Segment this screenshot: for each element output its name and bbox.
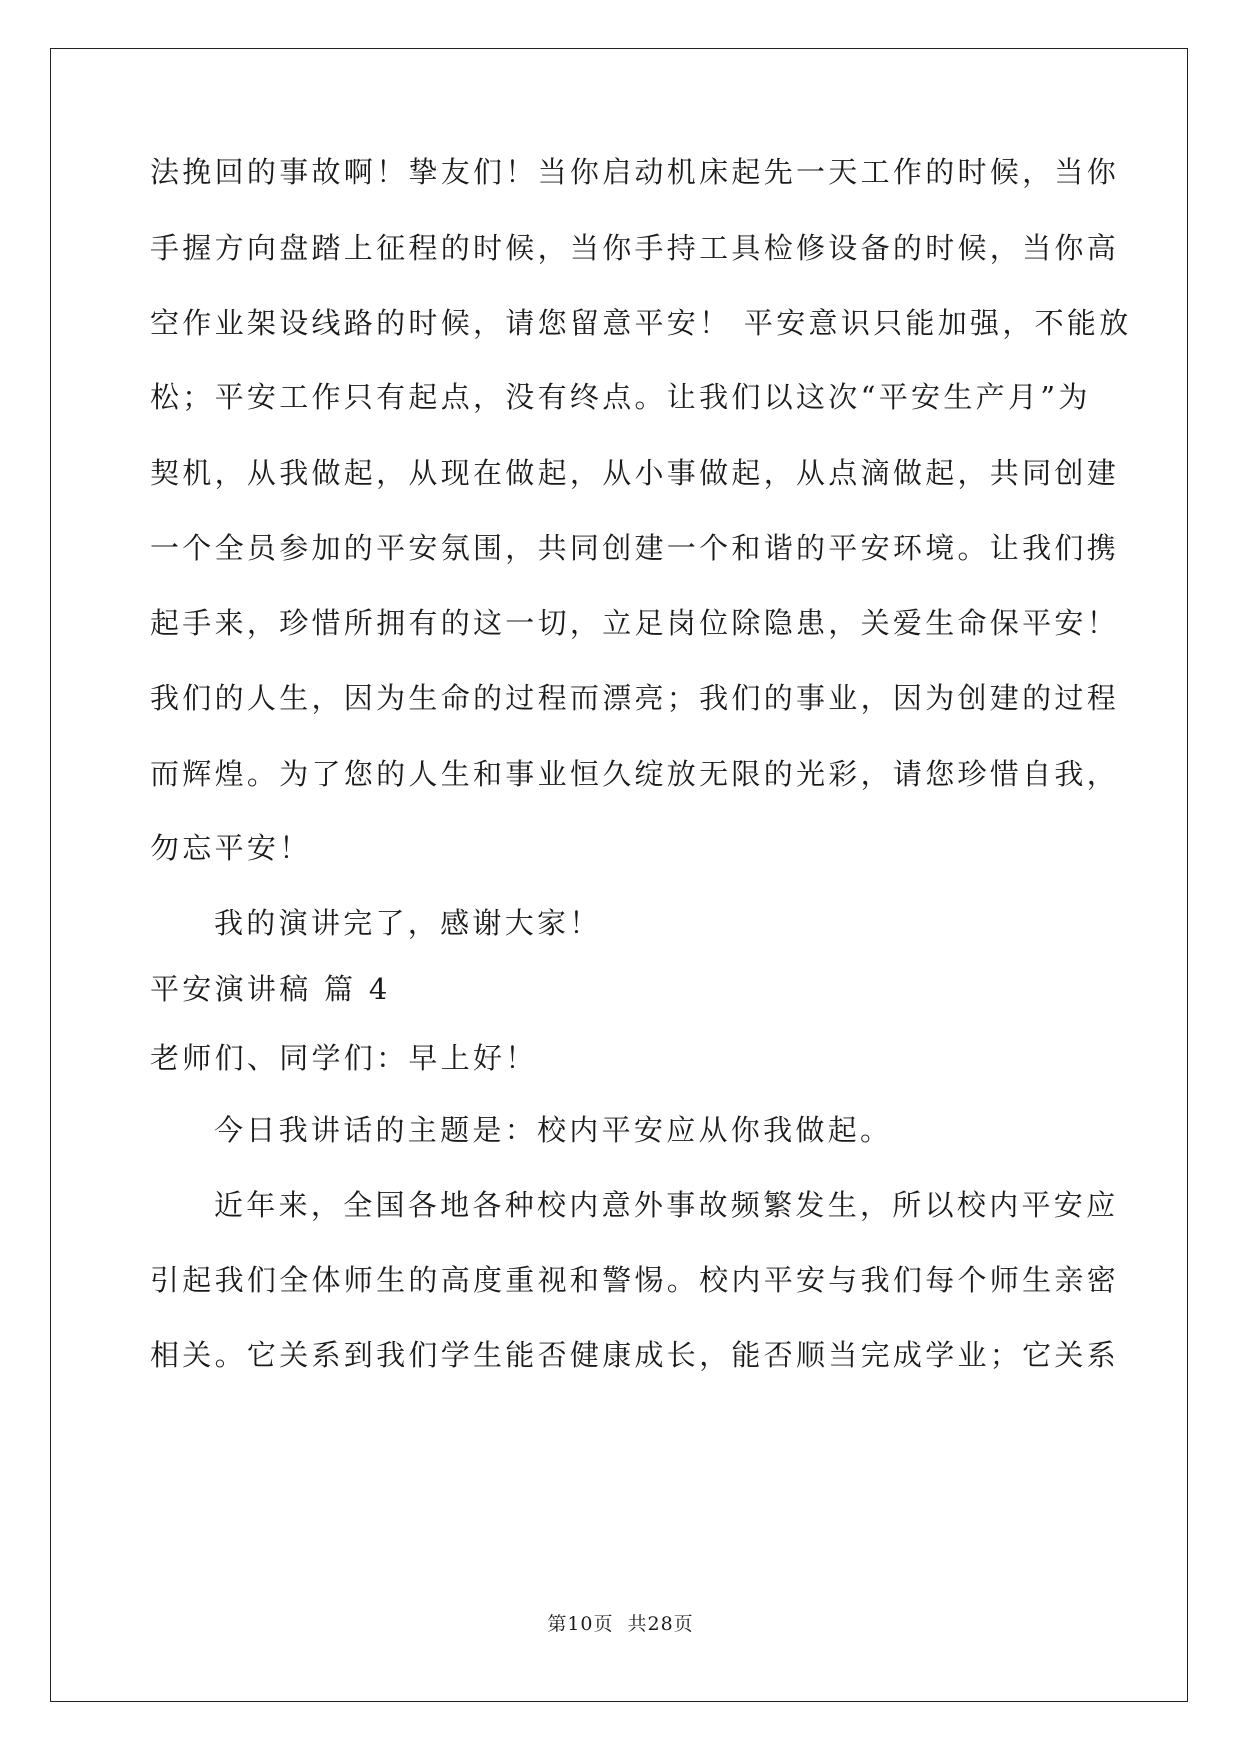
page-border bbox=[50, 48, 1188, 1702]
body-text-line: 空作业架设线路的时候，请您留意平安！ 平安意识只能加强，不能放 bbox=[150, 306, 1132, 340]
body-text-line: 手握方向盘踏上征程的时候，当你手持工具检修设备的时候，当你高 bbox=[150, 231, 1120, 265]
body-text-line: 引起我们全体师生的高度重视和警惕。校内平安与我们每个师生亲密 bbox=[150, 1263, 1120, 1297]
body-text-line: 起手来，珍惜所拥有的这一切，立足岗位除隐患，关爱生命保平安！ bbox=[150, 606, 1120, 640]
total-pages-label: 共28页 bbox=[627, 1613, 694, 1635]
closing-paragraph: 我的演讲完了，感谢大家！ bbox=[214, 906, 602, 940]
page-footer bbox=[0, 1612, 1241, 1636]
body-text-line: 而辉煌。为了您的人生和事业恒久绽放无限的光彩，请您珍惜自我， bbox=[150, 757, 1120, 791]
body-text-line: 我们的人生，因为生命的过程而漂亮；我们的事业，因为创建的过程 bbox=[150, 681, 1120, 715]
current-page-label: 第10页 bbox=[547, 1613, 614, 1635]
body-text-line: 相关。它关系到我们学生能否健康成长，能否顺当完成学业；它关系 bbox=[150, 1338, 1120, 1372]
section-heading: 平安演讲稿 篇 4 bbox=[150, 972, 391, 1006]
greeting-line: 老师们、同学们：早上好！ bbox=[150, 1041, 538, 1075]
body-text-line: 松；平安工作只有起点，没有终点。让我们以这次“平安生产月”为 bbox=[150, 380, 1091, 414]
body-text-line: 法挽回的事故啊！挚友们！当你启动机床起先一天工作的时候，当你 bbox=[150, 155, 1120, 189]
body-text-line: 契机，从我做起，从现在做起，从小事做起，从点滴做起，共同创建 bbox=[150, 456, 1120, 490]
body-text-line: 今日我讲话的主题是：校内平安应从你我做起。 bbox=[214, 1113, 893, 1147]
body-text-line: 勿忘平安！ bbox=[150, 831, 312, 865]
body-text-line: 一个全员参加的平安氛围，共同创建一个和谐的平安环境。让我们携 bbox=[150, 531, 1120, 565]
body-text-line: 近年来，全国各地各种校内意外事故频繁发生，所以校内平安应 bbox=[214, 1188, 1119, 1222]
